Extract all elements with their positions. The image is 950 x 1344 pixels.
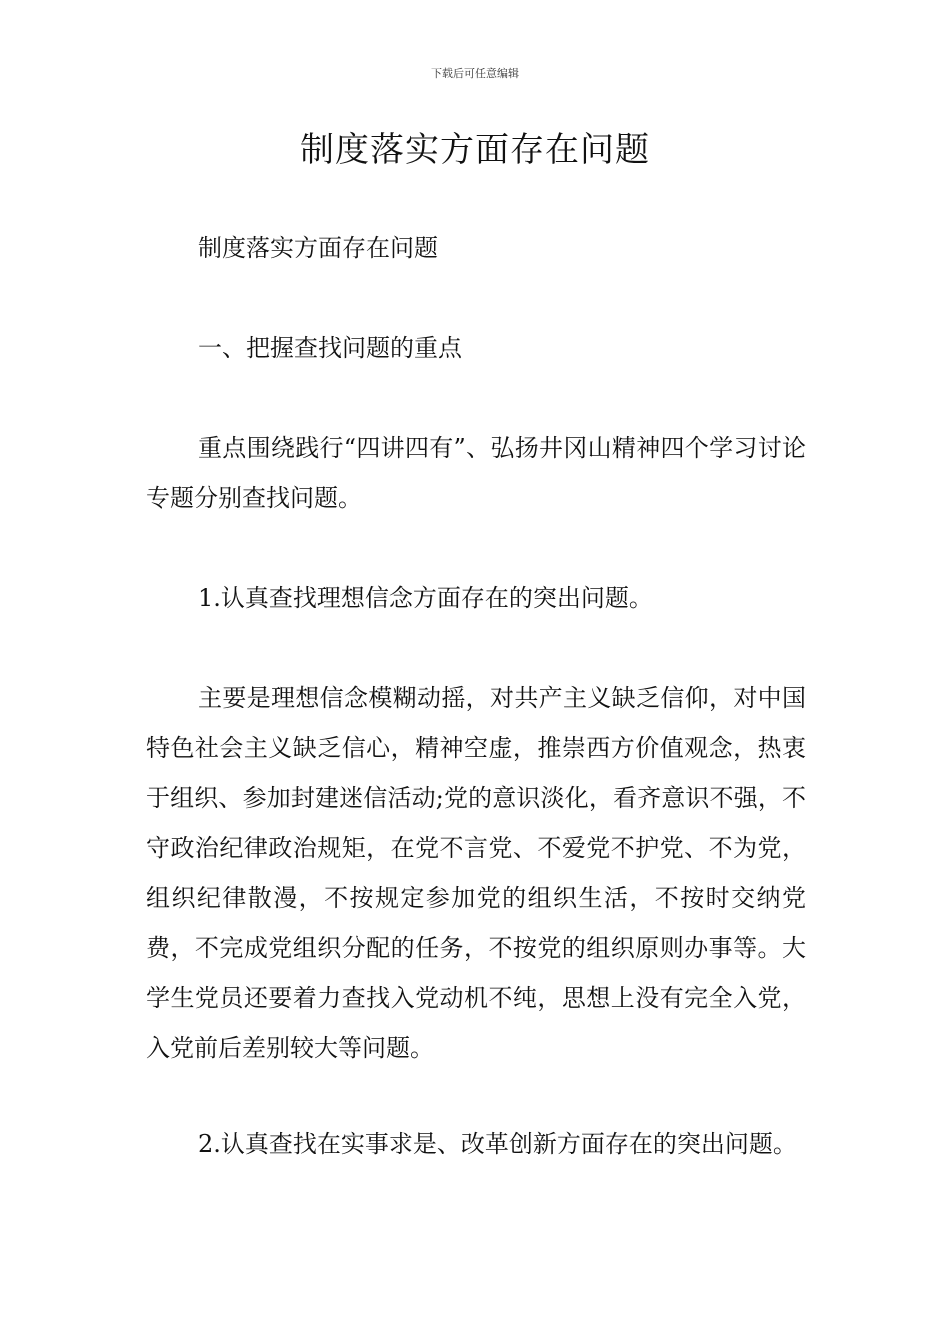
paragraph-item-2-heading: 2.认真查找在实事求是、改革创新方面存在的突出问题。	[198, 1130, 797, 1158]
header-note: 下载后可任意编辑	[431, 67, 519, 80]
paragraph-item-1-heading: 1.认真查找理想信念方面存在的突出问题。	[198, 584, 653, 612]
paragraph-section-heading: 一、把握查找问题的重点	[198, 334, 462, 362]
paragraph-intro: 重点围绕践行“四讲四有”、弘扬井冈山精神四个学习讨论专题分别查找问题。	[146, 434, 806, 512]
paragraph-item-1-body: 主要是理想信念模糊动摇，对共产主义缺乏信仰，对中国特色社会主义缺乏信心，精神空虚，推崇西方价值观念，热衷于组织、参加封建迷信活动;党的意识淡化，看齐意识不强，不守政治纪律政治规矩，在党不言党、不爱党不护党、不为党，组织纪律散漫，不按规定参加党的组织生活，不按时交纳党费，不完成党组织分配的任务，不按党的组织原则办事等。大学生党员还要着力查找入党动机不纯，思想上没有完全入党，入党前后差别较大等问题。	[146, 684, 806, 1062]
paragraph-subtitle: 制度落实方面存在问题	[198, 234, 438, 262]
document-title: 制度落实方面存在问题	[300, 130, 650, 170]
